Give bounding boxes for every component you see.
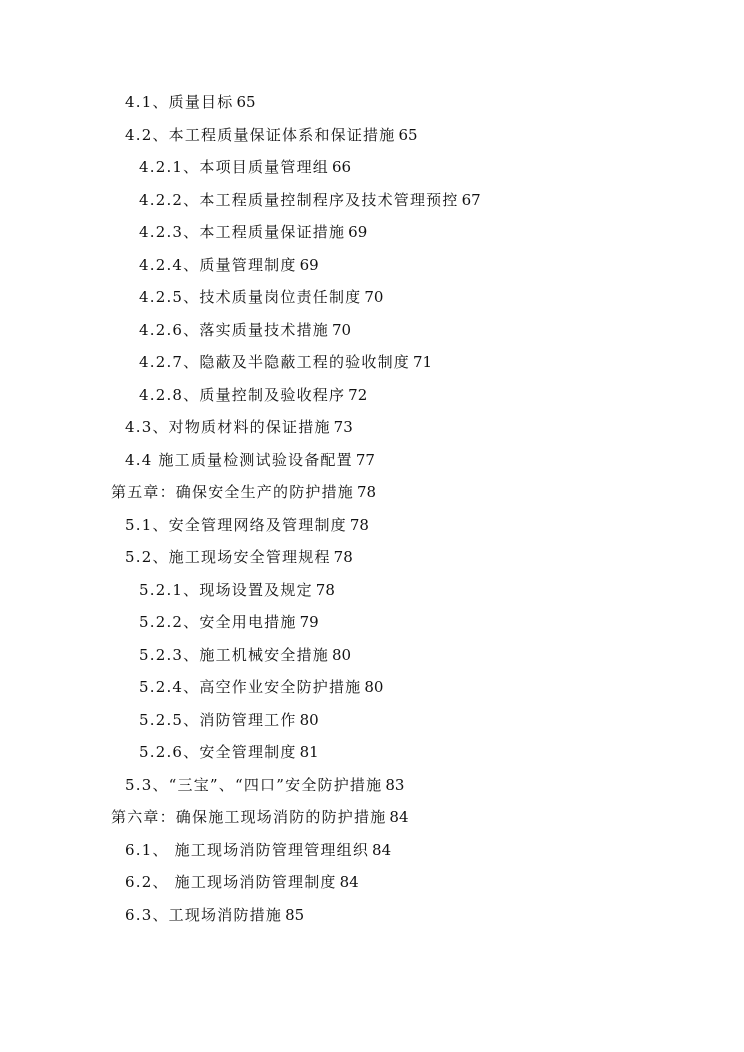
toc-entry[interactable]	[0, 639, 744, 672]
toc-entry[interactable]	[0, 899, 744, 932]
toc-page-number: 84	[389, 808, 409, 826]
toc-entry[interactable]	[0, 411, 744, 444]
toc-entry-title: 5.2.6、安全管理制度	[139, 743, 297, 761]
toc-entry-title: 4.2.2、本工程质量控制程序及技术管理预控	[139, 190, 459, 209]
toc-entry[interactable]	[0, 216, 744, 249]
toc-page-number: 78	[349, 515, 369, 534]
toc-entry[interactable]	[0, 249, 744, 282]
toc-entry[interactable]	[0, 119, 744, 152]
toc-entry-title: 4.2、本工程质量保证体系和保证措施	[125, 125, 396, 144]
toc-entry[interactable]	[0, 606, 744, 639]
toc-entry-title: 4.2.8、质量控制及验收程序	[139, 385, 346, 404]
toc-entry[interactable]	[0, 444, 744, 477]
toc-entry-title: 5.2、施工现场安全管理规程	[125, 548, 331, 566]
toc-entry-title: 4.2.6、落实质量技术措施	[139, 320, 329, 339]
toc-page-number: 66	[331, 158, 352, 176]
toc-entry-title: 5.2.3、施工机械安全措施	[139, 645, 329, 664]
toc-entry-title: 第五章：确保安全生产的防护措施	[111, 483, 355, 501]
toc-entry-title: 4.3、对物质材料的保证措施	[125, 418, 331, 436]
toc-page-number: 71	[412, 353, 433, 371]
toc-page-number: 83	[385, 775, 405, 794]
toc-entry[interactable]	[0, 769, 744, 802]
toc-page-number: 80	[331, 645, 352, 664]
toc-entry-title: 4.2.7、隐蔽及半隐蔽工程的验收制度	[139, 353, 410, 371]
toc-page-number: 79	[299, 613, 319, 631]
toc-page-number: 85	[285, 905, 305, 924]
toc-entry[interactable]	[0, 704, 744, 737]
toc-entry[interactable]	[0, 834, 744, 867]
toc-entry[interactable]	[0, 184, 744, 217]
toc-page-number: 70	[331, 320, 352, 339]
toc-entry[interactable]	[0, 86, 744, 119]
toc-page-number: 81	[299, 743, 319, 761]
toc-page-number: 80	[299, 710, 319, 729]
toc-entry[interactable]	[0, 541, 744, 574]
toc-entry[interactable]	[0, 509, 744, 542]
toc-page-number: 80	[364, 678, 384, 696]
toc-entry[interactable]	[0, 671, 744, 704]
toc-entry-title: 5.2.1、现场设置及规定	[139, 580, 313, 599]
toc-page-number: 65	[398, 125, 418, 144]
toc-entry[interactable]	[0, 379, 744, 412]
toc-entry-title: 4.2.5、技术质量岗位责任制度	[139, 288, 362, 306]
toc-entry-title: 4.2.1、本项目质量管理组	[139, 158, 329, 176]
toc-page-number: 67	[461, 190, 481, 209]
toc-entry-title: 5.1、安全管理网络及管理制度	[125, 515, 347, 534]
toc-entry[interactable]	[0, 346, 744, 379]
toc-entry-title: 4.2.3、本工程质量保证措施	[139, 223, 346, 241]
toc-entry-title: 第六章：确保施工现场消防的防护措施	[111, 808, 387, 826]
toc-chapter-entry[interactable]	[0, 476, 744, 509]
toc-entry[interactable]	[0, 574, 744, 607]
toc-page-number: 78	[333, 548, 353, 566]
toc-page-number: 73	[333, 418, 353, 436]
toc-entry[interactable]	[0, 866, 744, 899]
toc-page-number: 84	[372, 840, 392, 859]
toc-page-number: 84	[339, 873, 359, 891]
toc-page-number: 69	[299, 255, 319, 274]
toc-entry-title: 6.1、 施工现场消防管理管理组织	[125, 840, 370, 859]
toc-entry[interactable]	[0, 151, 744, 184]
toc-page-number: 78	[315, 580, 335, 599]
toc-entry[interactable]	[0, 314, 744, 347]
toc-entry-title: 5.3、“三宝”、“四口”安全防护措施	[125, 775, 383, 794]
toc-page-number: 70	[364, 288, 384, 306]
toc-page-number: 65	[236, 93, 256, 111]
toc-entry-title: 6.2、 施工现场消防管理制度	[125, 873, 337, 891]
toc-entry-title: 6.3、工现场消防措施	[125, 905, 283, 924]
toc-page-number: 72	[348, 385, 368, 404]
toc-entry-title: 4.1、质量目标	[125, 93, 234, 111]
table-of-contents	[0, 86, 744, 931]
toc-page-number: 69	[348, 223, 368, 241]
toc-entry-title: 5.2.5、消防管理工作	[139, 710, 297, 729]
toc-entry-title: 4.4 施工质量检测试验设备配置	[125, 450, 353, 469]
toc-entry-title: 5.2.2、安全用电措施	[139, 613, 297, 631]
toc-page-number: 77	[355, 450, 375, 469]
toc-chapter-entry[interactable]	[0, 801, 744, 834]
toc-entry-title: 4.2.4、质量管理制度	[139, 255, 297, 274]
toc-entry[interactable]	[0, 281, 744, 314]
toc-page-number: 78	[357, 483, 377, 501]
toc-entry-title: 5.2.4、高空作业安全防护措施	[139, 678, 362, 696]
toc-entry[interactable]	[0, 736, 744, 769]
